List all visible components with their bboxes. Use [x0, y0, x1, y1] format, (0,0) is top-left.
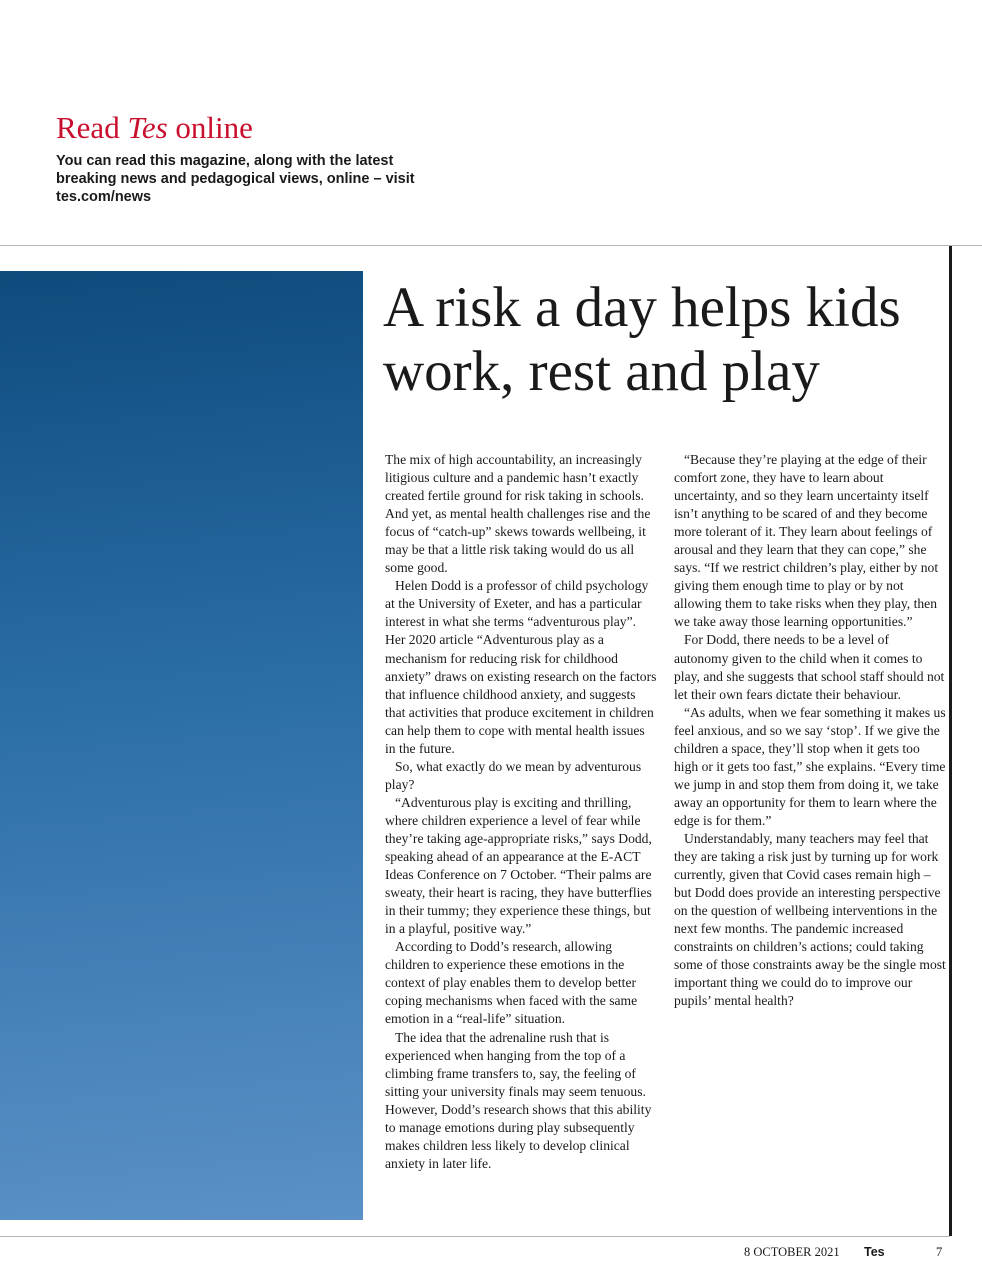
article-column-right [674, 451, 946, 1231]
article-headline: A risk a day helps kids work, rest and play [383, 276, 901, 403]
article-paragraph: For Dodd, there needs to be a level of autonomy given to the child when it comes to play, and she suggests that school staff should not let their own fears dictate their behaviour. [674, 632, 945, 702]
article-paragraph: “Adventurous play is exciting and thrilling, where children experience a level of fear while they’re taking age-appropriate risks,” says Dodd, speaking ahead of an appearance at the E-ACT Ideas Conference on 7 October. “Their palms are sweaty, their heart is racing, they have butterflies in their tummy; they experience these things, but in a playful, positive way.” [385, 794, 652, 937]
article-paragraph: “Because they’re playing at the edge of their comfort zone, they have to learn about uncertainty, and so they learn uncertainty itself isn’t anything to be scared of and they become more tolerant of it. They learn about feelings of arousal and they learn that they can cope,” she says. “If we restrict children’s play, either by not giving them enough time to play or by not allowing them to take risks when they play, then we take away those learning opportunities.” [674, 452, 939, 630]
article-column-left [385, 451, 657, 1231]
page-number: 7 [936, 1245, 943, 1259]
article-paragraph: Understandably, many teachers may feel that they are taking a risk just by turning up for work currently, given that Covid cases remain high – but Dodd does provide an interesting perspective on the question of wellbeing interventions in the next few months. The pandemic increased constraints on children’s actions; could taking some of those constraints away be the single most important thing we could do to improve our pupils’ mental health? [674, 830, 946, 1009]
promo-title-prefix: Read [56, 110, 120, 145]
article-paragraph: The idea that the adrenaline rush that is experienced when hanging from the top of a climbing frame transfers to, say, the feeling of sitting your university finals may seem tenuous. However, Dodd’s research shows that this ability to manage emotions during play subsequently makes children less likely to develop clinical anxiety in later life. [385, 1029, 652, 1171]
article-paragraph: “As adults, when we fear something it makes us feel anxious, and so we say ‘stop’. If we give the children a space, they’ll stop when it gets too high or it gets too fast,” she explains. “Every time we jump in and stop them from doing it, we take away an opportunity for them to learn where the edge is for them.” [674, 704, 946, 828]
article-paragraph: So, what exactly do we mean by adventurous play? [385, 758, 642, 792]
hero-image-panel [0, 271, 363, 1220]
article-paragraph: Helen Dodd is a professor of child psychology at the University of Exeter, and has a particular interest in what she terms “adventurous play”. Her 2020 article “Adventurous play as a mechanism for reducing risk for childhood anxiety” draws on existing research on the factors that influence childhood anxiety, and suggests that activities that produce excitement in children can help them to cope with mental health issues in the future. [385, 578, 657, 756]
bottom-divider [0, 1236, 950, 1237]
article-paragraph: The mix of high accountability, an increasingly litigious culture and a pandemic hasn’t exactly created fertile ground for risk taking in schools. And yet, as mental health challenges rise and the focus of “catch-up” skews towards wellbeing, it may be that a little risk taking would do us all some good. [385, 452, 651, 576]
top-divider [0, 245, 982, 246]
promo-title-suffix: online [175, 110, 253, 145]
promo-title [56, 108, 253, 148]
promo-title-brand: Tes [127, 110, 168, 145]
promo-text: You can read this magazine, along with the latest breaking news and pedagogical views, online – visit tes.com/news [56, 153, 415, 205]
article-paragraph: According to Dodd’s research, allowing children to experience these emotions in the context of play enables them to develop better coping mechanisms when faced with the same emotion in a “real-life” situation. [385, 939, 638, 1027]
footer-date: 8 OCTOBER 2021 [744, 1245, 840, 1259]
footer-brand: Tes [864, 1245, 885, 1259]
